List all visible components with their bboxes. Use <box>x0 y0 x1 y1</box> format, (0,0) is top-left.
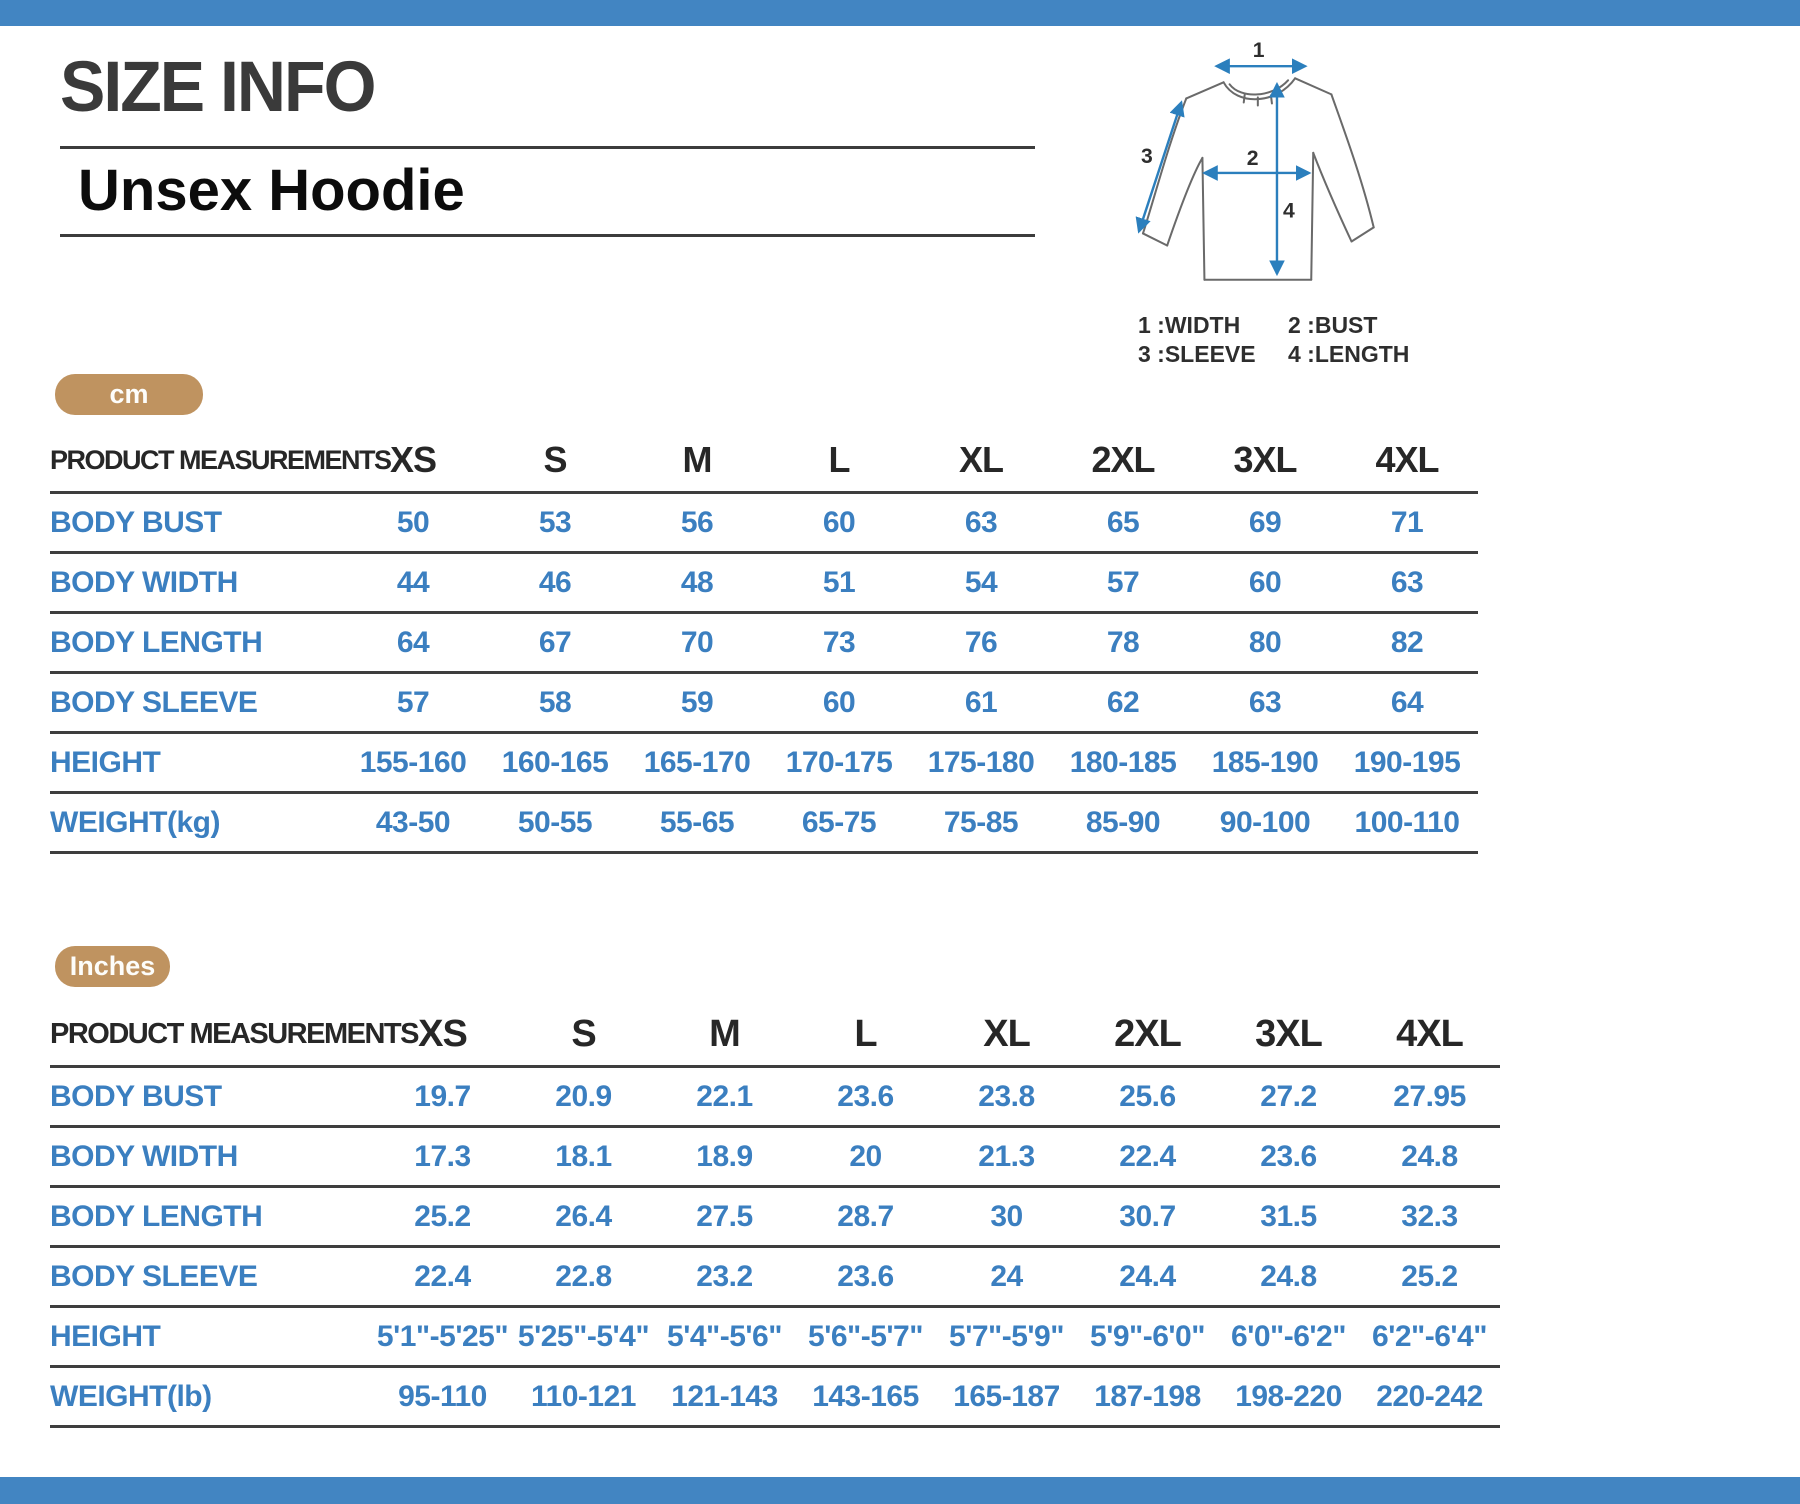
table-cell: 22.4 <box>414 1259 471 1293</box>
column-header: 4XL <box>1396 1012 1463 1055</box>
column-header: XL <box>983 1012 1030 1055</box>
column-header: 2XL <box>1091 439 1155 480</box>
table-cell: 32.3 <box>1401 1199 1458 1233</box>
row-label: BODY WIDTH <box>50 1139 238 1173</box>
table-cell: 70 <box>680 625 714 659</box>
bottom-accent-bar <box>0 1477 1800 1504</box>
row-label: HEIGHT <box>50 1319 161 1353</box>
table-cell: 27.5 <box>696 1199 753 1233</box>
table-cell: 6'0"-6'2" <box>1231 1319 1346 1353</box>
table-cell: 23.6 <box>837 1259 894 1293</box>
table-row <box>50 1068 1500 1128</box>
table-cell: 64 <box>1390 685 1424 719</box>
table-cell: 190-195 <box>1353 745 1461 779</box>
cm-table-header-row <box>50 429 1478 494</box>
table-cell: 59 <box>680 685 714 719</box>
table-cell: 21.3 <box>978 1139 1035 1173</box>
table-cell: 23.6 <box>837 1079 894 1113</box>
table-cell: 5'6"-5'7" <box>808 1319 923 1353</box>
mark-4: 4 <box>1283 199 1295 223</box>
table-cell: 30.7 <box>1119 1199 1176 1233</box>
table-cell: 50-55 <box>517 805 593 839</box>
table-cell: 20.9 <box>555 1079 612 1113</box>
table-cell: 82 <box>1390 625 1424 659</box>
legend-width: 1 :WIDTH <box>1138 312 1241 338</box>
table-cell: 5'4"-5'6" <box>667 1319 782 1353</box>
mark-1: 1 <box>1252 42 1265 63</box>
table-cell: 180-185 <box>1069 745 1177 779</box>
inches-unit-badge: Inches <box>55 946 170 987</box>
row-label: BODY SLEEVE <box>50 1259 258 1293</box>
column-header: PRODUCT MEASUREMENTS <box>50 1017 418 1050</box>
table-cell: 44 <box>396 565 430 599</box>
table-cell: 23.2 <box>696 1259 753 1293</box>
table-cell: 100-110 <box>1354 805 1460 839</box>
column-header: PRODUCT MEASUREMENTS <box>50 444 391 475</box>
table-cell: 75-85 <box>943 805 1019 839</box>
column-header: 2XL <box>1114 1012 1181 1055</box>
column-header: M <box>709 1012 740 1055</box>
diagram-legend <box>1138 312 1470 368</box>
table-cell: 5'25"-5'4" <box>517 1319 650 1353</box>
top-accent-bar <box>0 0 1800 26</box>
row-label: BODY LENGTH <box>50 1199 263 1233</box>
table-row <box>50 794 1478 854</box>
column-header: XL <box>958 439 1003 480</box>
table-cell: 46 <box>538 565 572 599</box>
table-cell: 54 <box>964 565 998 599</box>
column-header: S <box>571 1012 596 1055</box>
table-cell: 80 <box>1248 625 1282 659</box>
table-cell: 24.4 <box>1119 1259 1176 1293</box>
table-cell: 121-143 <box>671 1379 778 1413</box>
table-cell: 26.4 <box>555 1199 612 1233</box>
table-cell: 6'2"-6'4" <box>1372 1319 1487 1353</box>
table-cell: 22.8 <box>555 1259 612 1293</box>
table-row <box>50 734 1478 794</box>
table-cell: 22.4 <box>1119 1139 1176 1173</box>
table-cell: 62 <box>1106 685 1140 719</box>
table-cell: 20 <box>849 1139 882 1173</box>
table-cell: 76 <box>964 625 998 659</box>
table-cell: 19.7 <box>414 1079 471 1113</box>
table-cell: 57 <box>396 685 430 719</box>
table-cell: 143-165 <box>812 1379 919 1413</box>
row-label: BODY WIDTH <box>50 565 238 599</box>
row-label: WEIGHT(kg) <box>50 805 220 839</box>
table-cell: 67 <box>538 625 572 659</box>
inches-size-table <box>50 1003 1800 1428</box>
table-cell: 55-65 <box>659 805 735 839</box>
table-cell: 61 <box>964 685 998 719</box>
table-row <box>50 1188 1500 1248</box>
table-cell: 25.2 <box>1401 1259 1458 1293</box>
row-label: BODY BUST <box>50 1079 222 1113</box>
table-row <box>50 554 1478 614</box>
table-row <box>50 1248 1500 1308</box>
table-cell: 78 <box>1106 625 1140 659</box>
table-cell: 57 <box>1106 565 1140 599</box>
table-cell: 18.1 <box>555 1139 612 1173</box>
table-cell: 60 <box>1248 565 1282 599</box>
table-cell: 27.95 <box>1393 1079 1466 1113</box>
table-cell: 48 <box>680 565 714 599</box>
table-row <box>50 1308 1500 1368</box>
table-cell: 95-110 <box>398 1379 487 1413</box>
inches-table-header-row <box>50 1003 1500 1068</box>
row-label: BODY SLEEVE <box>50 685 258 719</box>
table-cell: 60 <box>822 685 856 719</box>
table-cell: 71 <box>1390 505 1424 539</box>
table-cell: 198-220 <box>1235 1379 1342 1413</box>
row-label: WEIGHT(lb) <box>50 1379 212 1413</box>
table-cell: 27.2 <box>1260 1079 1317 1113</box>
garment-diagram <box>1110 40 1470 368</box>
table-cell: 165-187 <box>953 1379 1060 1413</box>
table-cell: 43-50 <box>375 805 451 839</box>
table-cell: 5'9"-6'0" <box>1090 1319 1205 1353</box>
table-cell: 165-170 <box>643 745 751 779</box>
table-cell: 5'1"-5'25" <box>376 1319 509 1353</box>
table-cell: 63 <box>1390 565 1424 599</box>
table-cell: 185-190 <box>1211 745 1319 779</box>
column-header: XS <box>389 439 437 480</box>
table-cell: 18.9 <box>696 1139 753 1173</box>
table-cell: 110-121 <box>531 1379 636 1413</box>
table-row <box>50 674 1478 734</box>
table-cell: 63 <box>1248 685 1282 719</box>
table-cell: 51 <box>822 565 856 599</box>
table-cell: 85-90 <box>1085 805 1161 839</box>
table-cell: 58 <box>538 685 572 719</box>
table-cell: 63 <box>964 505 998 539</box>
inches-section <box>0 946 1800 1428</box>
table-cell: 56 <box>680 505 714 539</box>
table-cell: 24.8 <box>1401 1139 1458 1173</box>
column-header: 4XL <box>1375 439 1439 480</box>
row-label: HEIGHT <box>50 745 161 779</box>
header-section <box>0 26 1800 368</box>
table-cell: 24 <box>990 1259 1023 1293</box>
column-header: M <box>682 439 712 480</box>
table-cell: 160-165 <box>501 745 609 779</box>
table-cell: 170-175 <box>785 745 893 779</box>
table-cell: 64 <box>396 625 430 659</box>
column-header: S <box>543 439 567 480</box>
product-name: Unsex Hoodie <box>78 158 465 223</box>
cm-unit-badge: cm <box>55 374 203 415</box>
column-header: 3XL <box>1233 439 1297 480</box>
table-cell: 31.5 <box>1260 1199 1317 1233</box>
table-row <box>50 494 1478 554</box>
legend-length: 4 :LENGTH <box>1288 341 1410 367</box>
table-row <box>50 1368 1500 1428</box>
table-cell: 17.3 <box>414 1139 471 1173</box>
table-cell: 5'7"-5'9" <box>949 1319 1064 1353</box>
table-cell: 25.2 <box>414 1199 471 1233</box>
divider-line <box>60 234 1035 237</box>
table-row <box>50 1128 1500 1188</box>
table-cell: 73 <box>822 625 856 659</box>
mark-3: 3 <box>1140 144 1153 168</box>
column-header: 3XL <box>1255 1012 1322 1055</box>
row-label: BODY LENGTH <box>50 625 263 659</box>
row-label: BODY BUST <box>50 505 222 539</box>
title-block <box>60 40 1040 368</box>
table-cell: 60 <box>822 505 856 539</box>
table-cell: 23.8 <box>978 1079 1035 1113</box>
legend-sleeve: 3 :SLEEVE <box>1138 341 1256 367</box>
table-cell: 175-180 <box>927 745 1035 779</box>
page-title: SIZE INFO <box>60 47 375 127</box>
table-cell: 30 <box>990 1199 1023 1233</box>
table-cell: 187-198 <box>1094 1379 1201 1413</box>
table-cell: 155-160 <box>359 745 467 779</box>
table-cell: 50 <box>396 505 430 539</box>
column-header: L <box>828 439 850 480</box>
cm-section <box>0 374 1800 854</box>
table-cell: 22.1 <box>696 1079 753 1113</box>
legend-bust: 2 :BUST <box>1288 312 1378 338</box>
table-cell: 90-100 <box>1219 805 1311 839</box>
table-cell: 53 <box>538 505 572 539</box>
table-cell: 220-242 <box>1376 1379 1483 1413</box>
table-cell: 65 <box>1106 505 1140 539</box>
table-cell: 69 <box>1248 505 1282 539</box>
table-cell: 24.8 <box>1260 1259 1317 1293</box>
mark-2: 2 <box>1246 146 1259 170</box>
size-chart-page <box>0 26 1800 1428</box>
table-cell: 28.7 <box>837 1199 894 1233</box>
table-cell: 25.6 <box>1119 1079 1176 1113</box>
table-row <box>50 614 1478 674</box>
column-header: XS <box>418 1012 467 1055</box>
column-header: L <box>854 1012 877 1055</box>
table-cell: 23.6 <box>1260 1139 1317 1173</box>
cm-size-table <box>50 429 1800 854</box>
hoodie-outline-drawing <box>1110 42 1450 310</box>
table-cell: 65-75 <box>801 805 877 839</box>
